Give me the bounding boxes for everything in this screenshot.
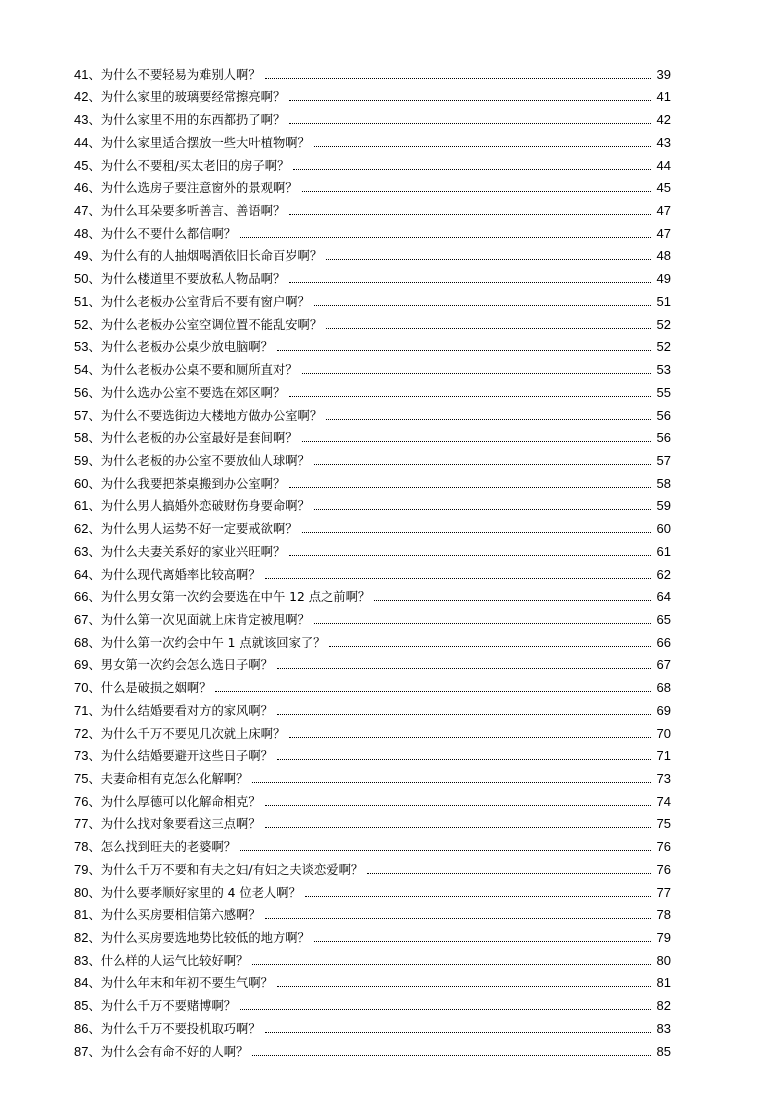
dot-leader — [252, 1054, 651, 1056]
dot-leader — [265, 917, 651, 919]
toc-entry[interactable] — [74, 878, 671, 901]
dot-leader — [374, 599, 651, 601]
page-number: 76 — [656, 861, 671, 877]
entry-number: 47 — [74, 203, 89, 219]
entry-title: 为什么选房子要注意窗外的景观啊？ — [100, 181, 298, 196]
entry-number: 70 — [74, 680, 89, 696]
entry-title: 为什么我要把茶桌搬到办公室啊？ — [100, 476, 286, 491]
entry-separator: 、 — [88, 567, 101, 582]
entry-separator: 、 — [88, 862, 101, 877]
page-number: 42 — [656, 112, 671, 128]
page-number: 52 — [656, 316, 671, 332]
entry-separator: 、 — [88, 999, 101, 1014]
page-number: 71 — [656, 748, 671, 764]
entry-separator: 、 — [88, 272, 101, 287]
toc-entry[interactable] — [74, 219, 671, 242]
entry-title: 为什么第一次约会中午 1 点就该回家了？ — [100, 635, 326, 650]
entry-title: 为什么结婚要避开这些日子啊？ — [100, 749, 273, 764]
entry-title: 为什么不要轻易为难别人啊？ — [100, 67, 261, 82]
entry-title: 为什么不要选街边大楼地方做办公室啊？ — [100, 408, 323, 423]
entry-title: 为什么厚德可以化解命相克？ — [100, 794, 261, 809]
entry-title: 为什么年末和年初不要生气啊？ — [100, 976, 273, 991]
page-number: 53 — [656, 362, 671, 378]
entry-number: 86 — [74, 1020, 89, 1036]
page-number: 51 — [656, 293, 671, 309]
entry-title: 什么样的人运气比较好啊？ — [100, 953, 249, 968]
entry-separator: 、 — [88, 385, 101, 400]
toc-entry[interactable] — [74, 560, 671, 583]
dot-leader — [289, 99, 651, 101]
toc-entry[interactable] — [74, 287, 671, 310]
page-number: 43 — [656, 134, 671, 150]
entry-number: 76 — [74, 793, 89, 809]
entry-number: 68 — [74, 634, 89, 650]
page-number: 65 — [656, 611, 671, 627]
entry-number: 82 — [74, 930, 89, 946]
entry-separator: 、 — [88, 135, 101, 150]
entry-number: 54 — [74, 362, 89, 378]
dot-leader — [314, 508, 651, 510]
entry-number: 64 — [74, 566, 89, 582]
toc-entry[interactable] — [74, 605, 671, 628]
toc-entry[interactable] — [74, 742, 671, 765]
entry-separator: 、 — [88, 294, 101, 309]
toc-entry[interactable] — [74, 628, 671, 651]
entry-number: 43 — [74, 112, 89, 128]
entry-title: 为什么千万不要和有夫之妇/有妇之夫谈恋爱啊？ — [100, 862, 364, 877]
entry-title: 为什么耳朵要多听善言、善语啊？ — [100, 204, 286, 219]
entry-number: 57 — [74, 407, 89, 423]
entry-title: 为什么夫妻关系好的家业兴旺啊？ — [100, 544, 286, 559]
toc-entry[interactable] — [74, 514, 671, 537]
entry-separator: 、 — [88, 953, 101, 968]
entry-separator: 、 — [88, 885, 101, 900]
page-number: 56 — [656, 430, 671, 446]
entry-title: 为什么男人搞婚外恋破财伤身要命啊？ — [100, 499, 310, 514]
toc-entry[interactable] — [74, 673, 671, 696]
entry-title: 为什么买房要选地势比较低的地方啊？ — [100, 931, 310, 946]
toc-entry[interactable] — [74, 810, 671, 833]
toc-entry[interactable] — [74, 424, 671, 447]
entry-separator: 、 — [88, 431, 101, 446]
dot-leader — [314, 622, 651, 624]
toc-entry[interactable] — [74, 969, 671, 992]
entry-number: 59 — [74, 452, 89, 468]
entry-number: 63 — [74, 543, 89, 559]
page-number: 67 — [656, 657, 671, 673]
entry-title: 为什么老板办公桌少放电脑啊？ — [100, 340, 273, 355]
entry-number: 84 — [74, 975, 89, 991]
page-number: 69 — [656, 702, 671, 718]
entry-separator: 、 — [88, 749, 101, 764]
dot-leader — [326, 258, 651, 260]
toc-entry[interactable] — [74, 60, 671, 83]
entry-separator: 、 — [88, 499, 101, 514]
entry-title: 为什么家里不用的东西都扔了啊？ — [100, 113, 286, 128]
entry-number: 87 — [74, 1043, 89, 1059]
entry-separator: 、 — [88, 544, 101, 559]
entry-number: 51 — [74, 293, 89, 309]
entry-title: 为什么男人运势不好一定要戒欲啊？ — [100, 522, 298, 537]
dot-leader — [326, 327, 651, 329]
entry-separator: 、 — [88, 158, 101, 173]
dot-leader — [252, 781, 651, 783]
entry-number: 79 — [74, 861, 89, 877]
entry-number: 49 — [74, 248, 89, 264]
toc-entry[interactable] — [74, 105, 671, 128]
toc-entry[interactable] — [74, 128, 671, 151]
dot-leader — [265, 77, 651, 79]
entry-number: 58 — [74, 430, 89, 446]
entry-separator: 、 — [88, 635, 101, 650]
page-number: 39 — [656, 66, 671, 82]
page-number: 48 — [656, 248, 671, 264]
page-number: 62 — [656, 566, 671, 582]
toc-entry[interactable] — [74, 991, 671, 1014]
dot-leader — [215, 690, 651, 692]
dot-leader — [367, 872, 651, 874]
entry-separator: 、 — [88, 340, 101, 355]
dot-leader — [240, 236, 651, 238]
page-number: 47 — [656, 225, 671, 241]
entry-separator: 、 — [88, 817, 101, 832]
entry-number: 75 — [74, 771, 89, 786]
entry-title: 夫妻命相有克怎么化解啊？ — [100, 772, 249, 786]
dot-leader — [265, 577, 651, 579]
entry-number: 61 — [74, 498, 89, 514]
entry-separator: 、 — [88, 1044, 101, 1059]
page-number: 45 — [656, 180, 671, 196]
entry-number: 83 — [74, 952, 89, 968]
entry-title: 为什么不要租/买太老旧的房子啊？ — [100, 158, 290, 173]
entry-separator: 、 — [88, 204, 101, 219]
entry-title: 为什么不要什么都信啊？ — [100, 226, 237, 241]
entry-number: 62 — [74, 521, 89, 537]
entry-number: 50 — [74, 271, 89, 287]
entry-separator: 、 — [88, 840, 101, 855]
entry-number: 45 — [74, 157, 89, 173]
dot-leader — [277, 713, 651, 715]
dot-leader — [329, 645, 651, 647]
entry-title: 为什么老板办公室背后不要有窗户啊？ — [100, 294, 310, 309]
entry-separator: 、 — [88, 317, 101, 332]
dot-leader — [302, 531, 651, 533]
entry-title: 为什么现代离婚率比较高啊？ — [100, 567, 261, 582]
entry-separator: 、 — [88, 181, 101, 196]
page-number: 56 — [656, 407, 671, 423]
entry-title: 为什么结婚要看对方的家风啊？ — [100, 703, 273, 718]
entry-separator: 、 — [88, 363, 101, 378]
entry-number: 66 — [74, 589, 89, 605]
toc-entry[interactable] — [74, 378, 671, 401]
dot-leader — [277, 758, 651, 760]
page-number: 61 — [656, 543, 671, 559]
entry-separator: 、 — [88, 590, 101, 605]
entry-number: 56 — [74, 384, 89, 400]
toc-entry[interactable] — [74, 355, 671, 378]
entry-separator: 、 — [88, 908, 101, 923]
dot-leader — [265, 804, 651, 806]
toc-entry[interactable] — [74, 832, 671, 855]
entry-number: 53 — [74, 339, 89, 355]
dot-leader — [289, 281, 651, 283]
entry-separator: 、 — [88, 67, 101, 82]
entry-separator: 、 — [88, 453, 101, 468]
toc-entry[interactable] — [74, 492, 671, 515]
toc-entry[interactable] — [74, 401, 671, 424]
toc-entry[interactable] — [74, 242, 671, 265]
dot-leader — [265, 826, 651, 828]
dot-leader — [302, 372, 651, 374]
page-number: 68 — [656, 680, 671, 696]
toc-entry[interactable] — [74, 264, 671, 287]
entry-separator: 、 — [88, 408, 101, 423]
entry-separator: 、 — [88, 522, 101, 537]
entry-number: 67 — [74, 611, 89, 627]
toc-entry[interactable] — [74, 469, 671, 492]
toc-entry[interactable] — [74, 83, 671, 106]
entry-separator: 、 — [88, 931, 101, 946]
page-number: 78 — [656, 907, 671, 923]
dot-leader — [305, 895, 651, 897]
page-number: 64 — [656, 589, 671, 605]
dot-leader — [289, 554, 651, 556]
entry-title: 为什么会有命不好的人啊？ — [100, 1044, 249, 1059]
entry-separator: 、 — [88, 612, 101, 627]
toc-entry[interactable] — [74, 583, 671, 606]
entry-title: 为什么楼道里不要放私人物品啊？ — [100, 272, 286, 287]
entry-separator: 、 — [88, 681, 101, 696]
dot-leader — [277, 985, 651, 987]
toc-entry[interactable] — [74, 446, 671, 469]
page-number: 74 — [656, 793, 671, 809]
toc-entry[interactable] — [74, 923, 671, 946]
toc-entry[interactable] — [74, 946, 671, 969]
toc-entry[interactable] — [74, 651, 671, 674]
toc-entry[interactable] — [74, 151, 671, 174]
toc-entry[interactable] — [74, 855, 671, 878]
entry-separator: 、 — [88, 772, 101, 786]
entry-title: 男女第一次约会怎么选日子啊？ — [100, 658, 273, 673]
dot-leader — [240, 849, 651, 851]
dot-leader — [240, 1008, 651, 1010]
dot-leader — [293, 168, 651, 170]
dot-leader — [252, 963, 651, 965]
page-number: 52 — [656, 339, 671, 355]
page-number: 83 — [656, 1020, 671, 1036]
entry-title: 为什么千万不要投机取巧啊？ — [100, 1021, 261, 1036]
page-number: 75 — [656, 816, 671, 832]
dot-leader — [289, 736, 651, 738]
toc-entry[interactable] — [74, 719, 671, 742]
entry-number: 85 — [74, 998, 89, 1014]
toc-entry[interactable] — [74, 174, 671, 197]
page-number: 73 — [656, 771, 671, 786]
entry-number: 52 — [74, 316, 89, 332]
entry-separator: 、 — [88, 1021, 101, 1036]
dot-leader — [302, 440, 651, 442]
entry-number: 73 — [74, 748, 89, 764]
entry-number: 80 — [74, 884, 89, 900]
dot-leader — [289, 486, 651, 488]
entry-number: 71 — [74, 702, 89, 718]
toc-entry[interactable] — [74, 537, 671, 560]
page-number: 66 — [656, 634, 671, 650]
entry-number: 42 — [74, 89, 89, 105]
entry-title: 为什么有的人抽烟喝酒依旧长命百岁啊？ — [100, 249, 323, 264]
table-of-contents — [74, 60, 671, 1060]
page-number: 47 — [656, 203, 671, 219]
entry-title: 为什么千万不要见几次就上床啊？ — [100, 726, 286, 741]
entry-title: 什么是破损之姻啊？ — [100, 681, 212, 696]
page-number: 70 — [656, 725, 671, 741]
dot-leader — [314, 145, 651, 147]
entry-title: 为什么老板办公桌不要和厕所直对？ — [100, 363, 298, 378]
dot-leader — [314, 304, 651, 306]
entry-number: 46 — [74, 180, 89, 196]
dot-leader — [289, 122, 651, 124]
toc-entry[interactable] — [74, 696, 671, 719]
entry-separator: 、 — [88, 726, 101, 741]
entry-title: 为什么家里的玻璃要经常擦亮啊？ — [100, 90, 286, 105]
entry-title: 为什么找对象要看这三点啊？ — [100, 817, 261, 832]
entry-number: 41 — [74, 66, 89, 82]
page-number: 79 — [656, 930, 671, 946]
entry-separator: 、 — [88, 976, 101, 991]
entry-number: 48 — [74, 225, 89, 241]
entry-number: 72 — [74, 725, 89, 741]
page-number: 81 — [656, 975, 671, 991]
entry-title: 为什么第一次见面就上床肯定被甩啊？ — [100, 612, 310, 627]
entry-title: 为什么老板的办公室最好是套间啊？ — [100, 431, 298, 446]
dot-leader — [277, 349, 651, 351]
entry-number: 78 — [74, 839, 89, 855]
dot-leader — [289, 395, 651, 397]
page-number: 85 — [656, 1043, 671, 1059]
page-number: 55 — [656, 384, 671, 400]
entry-separator: 、 — [88, 113, 101, 128]
page-number: 80 — [656, 952, 671, 968]
entry-title: 为什么老板的办公室不要放仙人球啊？ — [100, 453, 310, 468]
entry-number: 44 — [74, 134, 89, 150]
page-number: 76 — [656, 839, 671, 855]
entry-separator: 、 — [88, 476, 101, 491]
dot-leader — [277, 667, 651, 669]
dot-leader — [314, 940, 651, 942]
toc-entry[interactable] — [74, 196, 671, 219]
toc-entry[interactable] — [74, 764, 671, 787]
entry-title: 为什么要孝顺好家里的 4 位老人啊？ — [100, 885, 301, 900]
entry-separator: 、 — [88, 226, 101, 241]
toc-entry[interactable] — [74, 787, 671, 810]
entry-number: 69 — [74, 657, 89, 673]
entry-title: 为什么千万不要赌博啊？ — [100, 999, 237, 1014]
entry-separator: 、 — [88, 703, 101, 718]
toc-entry[interactable] — [74, 333, 671, 356]
page-number: 41 — [656, 89, 671, 105]
entry-separator: 、 — [88, 90, 101, 105]
entry-number: 81 — [74, 907, 89, 923]
dot-leader — [265, 1031, 651, 1033]
page-number: 44 — [656, 157, 671, 173]
dot-leader — [302, 190, 651, 192]
page-number: 60 — [656, 521, 671, 537]
page-number: 82 — [656, 998, 671, 1014]
dot-leader — [326, 418, 651, 420]
entry-title: 为什么买房要相信第六感啊？ — [100, 908, 261, 923]
toc-entry[interactable] — [74, 1014, 671, 1037]
page-number: 57 — [656, 452, 671, 468]
page-number: 77 — [656, 884, 671, 900]
toc-entry[interactable] — [74, 310, 671, 333]
toc-entry[interactable] — [74, 901, 671, 924]
entry-separator: 、 — [88, 249, 101, 264]
page-number: 49 — [656, 271, 671, 287]
dot-leader — [314, 463, 651, 465]
entry-number: 77 — [74, 816, 89, 832]
entry-title: 为什么男女第一次约会要选在中午 12 点之前啊？ — [100, 590, 371, 605]
entry-title: 为什么选办公室不要选在郊区啊？ — [100, 385, 286, 400]
entry-title: 为什么家里适合摆放一些大叶植物啊？ — [100, 135, 310, 150]
toc-entry[interactable] — [74, 1037, 671, 1060]
page-number: 58 — [656, 475, 671, 491]
entry-title: 为什么老板办公室空调位置不能乱安啊？ — [100, 317, 323, 332]
entry-separator: 、 — [88, 794, 101, 809]
page-number: 59 — [656, 498, 671, 514]
dot-leader — [289, 213, 651, 215]
entry-separator: 、 — [88, 658, 101, 673]
entry-title: 怎么找到旺夫的老婆啊？ — [100, 840, 237, 855]
entry-number: 60 — [74, 475, 89, 491]
